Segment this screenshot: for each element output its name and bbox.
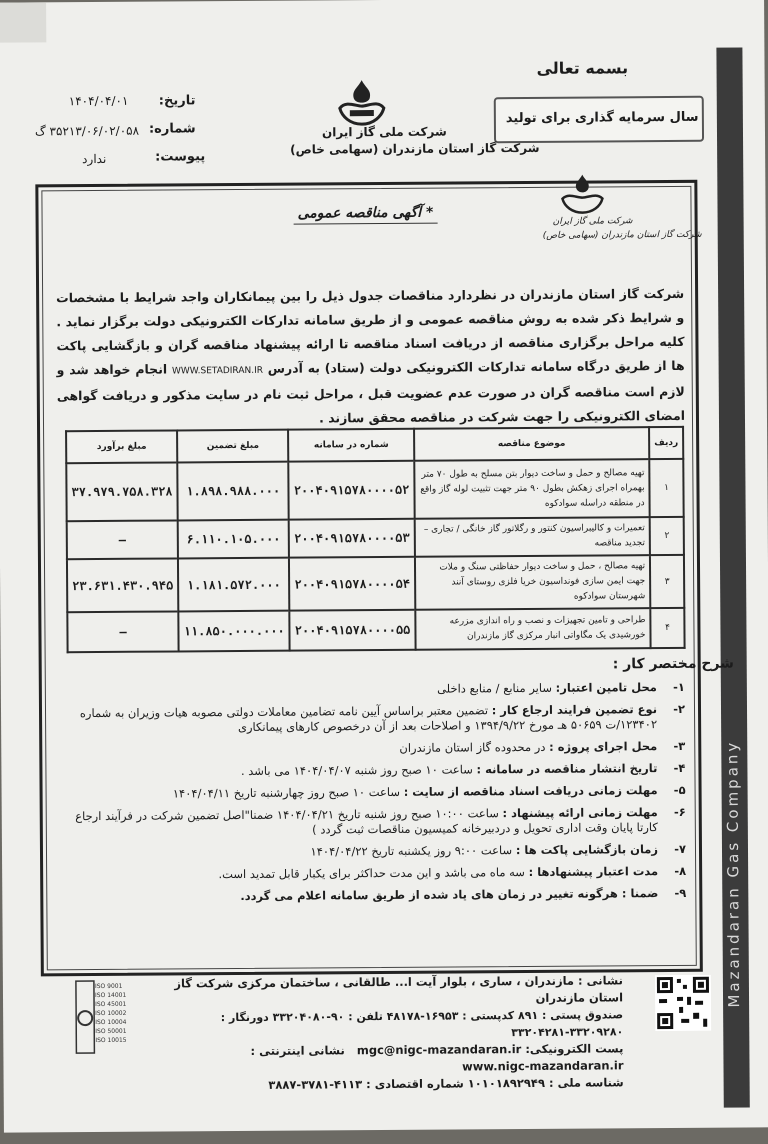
nigc-logo-icon xyxy=(332,78,392,128)
cell-number: ۲۰۰۴۰۹۱۵۷۸۰۰۰۰۵۲ xyxy=(289,461,415,520)
cell-subject: طراحی و تامین تجهیزات و نصب و راه اندازی مزرعه خورشیدی یک مگاواتی انبار مرکزی گاز مازندران xyxy=(415,608,650,650)
cell-estimate: – xyxy=(67,611,178,652)
side-brand-bar xyxy=(716,47,749,1107)
bismillah-heading: بسمه تعالی xyxy=(536,58,629,78)
attachment-label: پیوست: xyxy=(155,149,206,165)
list-item: ۵- مهلت زمانی دریافت اسناد مناقصه از سایت : ساعت ۱۰ صبح روز چهارشنبه تاریخ ۱۴۰۴/۰۴/۱۱ xyxy=(172,782,686,801)
col-header-guarantee: مبلغ تضمین xyxy=(177,430,288,463)
footer-address: نشانی : مازندران ، ساری ، بلوار آیت ا... طالقانی ، ساختمان مرکزی شرکت گاز استان مازندران xyxy=(174,973,624,1005)
cell-guarantee: ۱۱.۸۵۰.۰۰۰.۰۰۰ xyxy=(178,611,289,652)
attachment-value: ندارد xyxy=(82,151,107,167)
number-value: ۳۵۲۱۳/۰۶/۰۲/۰۵۸ گ xyxy=(34,123,140,139)
footer-website-link[interactable]: www.nigc-mazandaran.ir xyxy=(462,1058,624,1074)
col-header-number: شماره در سامانه xyxy=(288,429,414,462)
cell-guarantee: ۱.۱۸۱.۵۷۲.۰۰۰ xyxy=(178,558,290,612)
cell-index: ۳ xyxy=(650,555,684,608)
cell-number: ۲۰۰۴۰۹۱۵۷۸۰۰۰۰۵۳ xyxy=(289,519,415,558)
company-name-line2: شرکت گاز استان مازندران (سهامی خاص) xyxy=(290,140,540,157)
cell-index: ۱ xyxy=(649,459,683,517)
cell-index: ۴ xyxy=(650,608,684,648)
box-company-line1: شرکت ملی گاز ایران xyxy=(552,216,633,227)
background-strip xyxy=(0,2,46,42)
footer-email-line: پست الکترونیکی: mgc@nigc-mazandaran.ir نشانی اینترنتی : xyxy=(250,1041,624,1058)
cell-estimate: ۲۳.۶۳۱.۴۳۰.۹۴۵ xyxy=(67,558,179,612)
intro-paragraph-2: انجام خواهد شد و لازم است مناقصه گران در صورت عدم عضویت قبل ، مراحل ثبت نام در سایت مذکور و دریافت گواهی امضای الکترونیکی را جهت شرکت در مناقصه محقق سازند . xyxy=(56,361,686,426)
cell-subject: تعمیرات و کالیبراسیون کنتور و رگلاتور گاز خانگی / تجاری – تجدید مناقصه xyxy=(415,517,650,557)
col-header-subject: موضوع مناقصه xyxy=(414,427,649,461)
notice-title: * آگهی مناقصه عمومی xyxy=(297,204,434,222)
table-row xyxy=(67,555,684,612)
list-item: ۴- تاریخ انتشار مناقصه در سامانه : ساعت ۱۰ صبح روز شنبه ۱۴۰۴/۰۴/۰۷ می باشد . xyxy=(240,760,686,779)
intro-paragraph-1: شرکت گاز استان مازندران در نظردارد مناقصات جدول ذیل را بین پیمانکاران واجد شرایط با مشخصات و شرایط ذکر شده به روش مناقصه عمومی و از طریق سامانه تدارکات الکترونیکی دولت برگزار نماید . کلیه مراحل برگزاری مناقصه از دریافت اسناد مناقصه تا ارائه پیشنهاد مناقصه گران و بازگشایی پاکت ها از طریق درگاه سامانه تدارکات الکترونیکی دولت (ستاد) به آدرس xyxy=(56,285,685,376)
cell-estimate: ۳۷.۹۷۹.۷۵۸.۳۲۸ xyxy=(66,462,178,521)
date-label: تاریخ: xyxy=(158,93,196,109)
footer-national-id: شناسه ملی : ۱۰۱۰۱۸۹۲۹۴۹ شماره اقتصادی : ۴۱۱۳-۳۷۸۱-۳۸۸۷ xyxy=(268,1075,624,1092)
table-header-row xyxy=(66,427,683,463)
notice-intro xyxy=(56,282,685,432)
table-row xyxy=(66,459,683,521)
cell-number: ۲۰۰۴۰۹۱۵۷۸۰۰۰۰۵۴ xyxy=(289,557,415,611)
tender-table xyxy=(65,426,686,653)
col-header-estimate: مبلغ برآورد xyxy=(66,430,177,463)
list-item: ۶- مهلت زمانی ارائه پیشنهاد : ساعت ۱۰:۰۰ صبح روز شنبه تاریخ ۱۴۰۴/۰۴/۲۱ ضمنا"اصل تضمین شرکت در فرآیند ارجاع کارتا پایان وقت اداری تحویل و دردبیرخانه کمیسیون مناقصات ثبت گردد ) xyxy=(75,804,686,837)
iso-standards-list: ISO 9001 ISO 14001 ISO 45001 ISO 10002 ISO 10004 ISO 50001 ISO 10015 xyxy=(94,982,127,1045)
cell-index: ۲ xyxy=(650,517,684,555)
col-header-index: ردیف xyxy=(649,427,683,459)
company-name-line1: شرکت ملی گاز ایران xyxy=(321,124,447,140)
cell-guarantee: ۱.۸۹۸.۹۸۸.۰۰۰ xyxy=(177,462,289,521)
year-slogan-box xyxy=(494,96,704,143)
list-item: ۸- مدت اعتبار پیشنهادها : سه ماه می باشد و این مدت حداکثر برای یکبار قابل تمدید است. xyxy=(218,863,687,882)
number-label: شماره: xyxy=(148,121,196,137)
list-item: ۱- محل تامین اعتبار: سایر منابع / منابع داخلی xyxy=(437,679,685,696)
list-item: ۳- محل اجرای پروژه : در محدوده گاز استان مازندران xyxy=(399,738,686,755)
box-company-line2: شرکت گاز استان مازندران (سهامی خاص) xyxy=(542,229,702,241)
summary-list xyxy=(57,680,687,912)
summary-heading: شرح مختصر کار : xyxy=(612,655,734,673)
list-item: ۷- زمان بازگشایی پاکت ها : ساعت ۹:۰۰ روز یکشنبه تاریخ ۱۴۰۴/۰۴/۲۲ xyxy=(310,841,687,859)
list-item: ۹- ضمنا : هرگونه تغییر در زمان های یاد شده از طریق سامانه اعلام می گردد. xyxy=(240,885,687,904)
side-brand-text: Mazandaran Gas Company xyxy=(723,739,744,1008)
cell-subject: تهیه مصالح و حمل و ساخت دیوار بتن مسلح به طول ۷۰ متر بهمراه اجرای زهکش بطول ۹۰ متر جهت تثبیت لوله گاز واقع در منطقه دراسله سوادکوه xyxy=(414,459,650,519)
cell-guarantee: ۶.۱۱۰.۱۰۵.۰۰۰ xyxy=(178,520,289,559)
table-row xyxy=(67,608,684,652)
nigc-logo-small-icon xyxy=(552,170,612,220)
footer-email-link[interactable]: mgc@nigc-mazandaran.ir xyxy=(356,1042,522,1058)
footer-phone-line: صندوق پستی : ۸۹۱ کدپستی : ۱۶۹۵۳-۴۸۱۷۸ تلفن : ۹۰-۳۳۲۰۴۰۸۰ دورنگار : ۳۳۲۰۹۲۸۰-۳۳۲۰۴۲۸۱ xyxy=(220,1008,624,1040)
cell-number: ۲۰۰۴۰۹۱۵۷۸۰۰۰۰۵۵ xyxy=(290,610,416,651)
setad-url-link[interactable]: WWW.SETADIRAN.IR xyxy=(171,365,264,377)
qr-code-icon[interactable] xyxy=(655,975,711,1031)
year-slogan-text: سال سرمایه گذاری برای تولید xyxy=(505,109,699,127)
footer-contact xyxy=(143,972,624,1094)
cell-subject: تهیه مصالح ، حمل و ساخت دیوار حفاظتی سنگ و ملات جهت ایمن سازی فونداسیون خریا فلزی روستای آنند شهرستان سوادکوه xyxy=(415,555,651,610)
list-item: ۲- نوع تضمین فرایند ارجاع کار : تضمین معتبر براساس آیین نامه تضامین معاملات دولتی مصوبه هیات وزیران به شماره ۱۲۳۴۰۲/ت ۵۰۶۵۹ هـ مورخ ۱۳۹۴/۹/۲۲ و اصلاحات بعد از آن درخصوص کارهای پیمانکاری xyxy=(79,701,686,735)
date-value: ۱۴۰۴/۰۴/۰۱ xyxy=(68,93,129,109)
table-row xyxy=(67,517,684,559)
cell-estimate: – xyxy=(67,520,178,559)
